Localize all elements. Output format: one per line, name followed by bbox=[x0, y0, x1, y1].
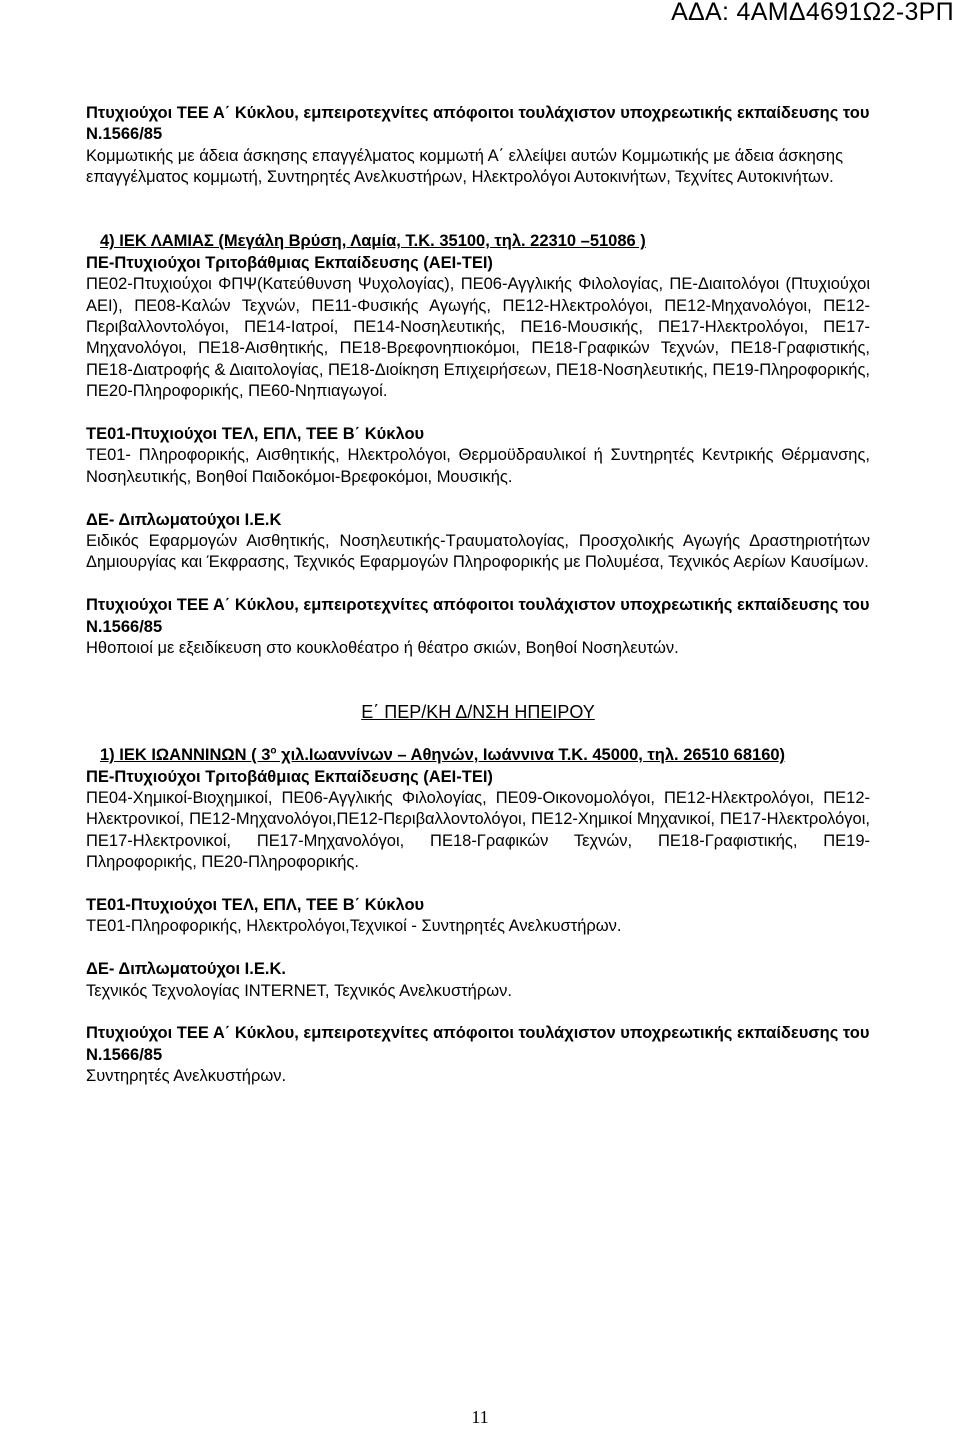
lamia-pe-title: ΠΕ-Πτυχιούχοι Τριτοβάθμιας Εκπαίδευσης (ΑΕΙ-ΤΕΙ) bbox=[86, 253, 493, 272]
top-tee-body: Κομμωτικής με άδεια άσκησης επαγγέλματος κομμωτή Α΄ ελλείψει αυτών Κομμωτικής με άδεια άσκησης επαγγέλματος κομμωτή, Συντηρητές Ανελκυστήρων, Ηλεκτρολόγοι Αυτοκινήτων, Τεχνίτες Αυτοκινήτων. bbox=[86, 146, 844, 187]
lamia-pe-body: ΠΕ02-Πτυχιούχοι ΦΠΨ(Κατεύθυνση Ψυχολογίας), ΠΕ06-Αγγλικής Φιλολογίας, ΠΕ-Διαιτολόγοι (Πτυχιούχοι ΑΕΙ), ΠΕ08-Καλών Τεχνών, ΠΕ11-Φυσικής Αγωγής, ΠΕ12-Ηλεκτρολόγοι, ΠΕ12-Μηχανολόγοι, ΠΕ12-Περιβαλλοντολόγοι, ΠΕ14-Ιατροί, ΠΕ14-Νοσηλευτικής, ΠΕ16-Μουσικής, ΠΕ17-Ηλεκτρολόγοι, ΠΕ17-Μηχανολόγοι, ΠΕ18-Αισθητικής, ΠΕ18-Βρεφονηπιοκόμοι, ΠΕ18-Γραφικών Τεχνών, ΠΕ18-Γραφιστικής, ΠΕ18-Διατροφής & Διαιτολογίας, ΠΕ18-Διοίκηση Επιχειρήσεων, ΠΕ18-Νοσηλευτικής, ΠΕ19-Πληροφορικής, ΠΕ20-Πληροφορικής, ΠΕ60-Νηπιαγωγοί. bbox=[86, 275, 870, 401]
lamia-de-title: ΔΕ- Διπλωματούχοι Ι.Ε.Κ bbox=[86, 510, 282, 529]
ioannina-te-body: ΤΕ01-Πληροφορικής, Ηλεκτρολόγοι,Τεχνικοί - Συντηρητές Ανελκυστήρων. bbox=[86, 917, 622, 936]
lamia-te-title: ΤΕ01-Πτυχιούχοι ΤΕΛ, ΕΠΛ, ΤΕΕ Β΄ Κύκλου bbox=[86, 425, 425, 444]
spacer bbox=[86, 660, 870, 703]
lamia-te-body: ΤΕ01- Πληροφορικής, Αισθητικής, Ηλεκτρολόγοι, Θερμοϋδραυλικοί ή Συντηρητές Κεντρικής Θέρμανσης, Νοσηλευτικής, Βοηθοί Παιδοκόμοι-Βρεφοκόμοι, Μουσικής. bbox=[86, 446, 870, 486]
ada-code: ΑΔΑ: 4ΑΜΔ4691Ω2-3ΡΠ bbox=[671, 0, 954, 26]
spacer bbox=[86, 938, 870, 959]
ioannina-tee-body: Συντηρητές Ανελκυστήρων. bbox=[86, 1067, 287, 1086]
ioannina-pe-title: ΠΕ-Πτυχιούχοι Τριτοβάθμιας Εκπαίδευσης (ΑΕΙ-ΤΕΙ) bbox=[86, 767, 493, 786]
spacer bbox=[86, 403, 870, 424]
lamia-de-body: Ειδικός Εφαρμογών Αισθητικής, Νοσηλευτικής-Τραυματολογίας, Προσχολικής Αγωγής Δραστηριοτήτων Δημιουργίας και Έκφρασης, Τεχνικός Εφαρμογών Πληροφορικής με Πολυμέσα, Τεχνικός Αερίων Καυσίμων. bbox=[86, 532, 870, 572]
top-tee-title: Πτυχιούχοι ΤΕΕ Α΄ Κύκλου, εμπειροτεχνίτες απόφοιτοι τουλάχιστον υποχρεωτικής εκπαίδευσης του Ν.1566/85 bbox=[86, 104, 870, 144]
document-body bbox=[86, 103, 870, 1088]
epirus-heading: Ε΄ ΠΕΡ/ΚΗ Δ/ΝΣΗ ΗΠΕΙΡΟΥ bbox=[361, 702, 595, 723]
ioannina-te-title: ΤΕ01-Πτυχιούχοι ΤΕΛ, ΕΠΛ, ΤΕΕ Β΄ Κύκλου bbox=[86, 895, 425, 914]
spacer bbox=[86, 724, 870, 745]
ioannina-de-title: ΔΕ- Διπλωματούχοι Ι.Ε.Κ. bbox=[86, 960, 286, 979]
ioannina-de-body: Τεχνικός Τεχνολογίας INTERNET, Τεχνικός Ανελκυστήρων. bbox=[86, 981, 512, 1000]
ioannina-school-title bbox=[86, 745, 870, 766]
ioannina-school-title-sup: ο bbox=[270, 745, 277, 757]
spacer bbox=[86, 574, 870, 595]
page-number: 11 bbox=[471, 1407, 489, 1427]
ioannina-tee-title: Πτυχιούχοι ΤΕΕ Α΄ Κύκλου, εμπειροτεχνίτες απόφοιτοι τουλάχιστον υποχρεωτικής εκπαίδευσης του Ν.1566/85 bbox=[86, 1024, 870, 1064]
lamia-school-title: 4) ΙΕΚ ΛΑΜΙΑΣ (Μεγάλη Βρύση, Λαμία, Τ.Κ. 35100, τηλ. 22310 –51086 ) bbox=[100, 232, 646, 251]
lamia-tee-body: Ηθοποιοί με εξειδίκευση στο κουκλοθέατρο ή θέατρο σκιών, Βοηθοί Νοσηλευτών. bbox=[86, 639, 679, 658]
lamia-tee-title: Πτυχιούχοι ΤΕΕ Α΄ Κύκλου, εμπειροτεχνίτες απόφοιτοι τουλάχιστον υποχρεωτικής εκπαίδευσης του Ν.1566/85 bbox=[86, 596, 870, 636]
ioannina-school-title-pre: 1) ΙΕΚ ΙΩΑΝΝΙΝΩΝ ( 3 bbox=[100, 746, 271, 765]
spacer bbox=[86, 189, 870, 232]
spacer bbox=[86, 874, 870, 895]
ioannina-school-title-post: χιλ.Ιωαννίνων – Αθηνών, Ιωάννινα Τ.Κ. 45000, τηλ. 26510 68160) bbox=[276, 746, 786, 765]
spacer bbox=[86, 1002, 870, 1023]
spacer bbox=[86, 488, 870, 509]
ioannina-pe-body: ΠΕ04-Χημικοί-Βιοχημικοί, ΠΕ06-Αγγλικής Φιλολογίας, ΠΕ09-Οικονομολόγοι, ΠΕ12-Ηλεκτρολόγοι, ΠΕ12-Ηλεκτρονικοί, ΠΕ12-Μηχανολόγοι,ΠΕ12-Περιβαλλοντολόγοι, ΠΕ12-Χημικοί Μηχανικοί, ΠΕ17-Ηλεκτρολόγοι, ΠΕ17-Ηλεκτρονικοί, ΠΕ17-Μηχανολόγοι, ΠΕ18-Γραφικών Τεχνών, ΠΕ18-Γραφιστικής, ΠΕ19-Πληροφορικής, ΠΕ20-Πληροφορικής. bbox=[86, 788, 870, 872]
